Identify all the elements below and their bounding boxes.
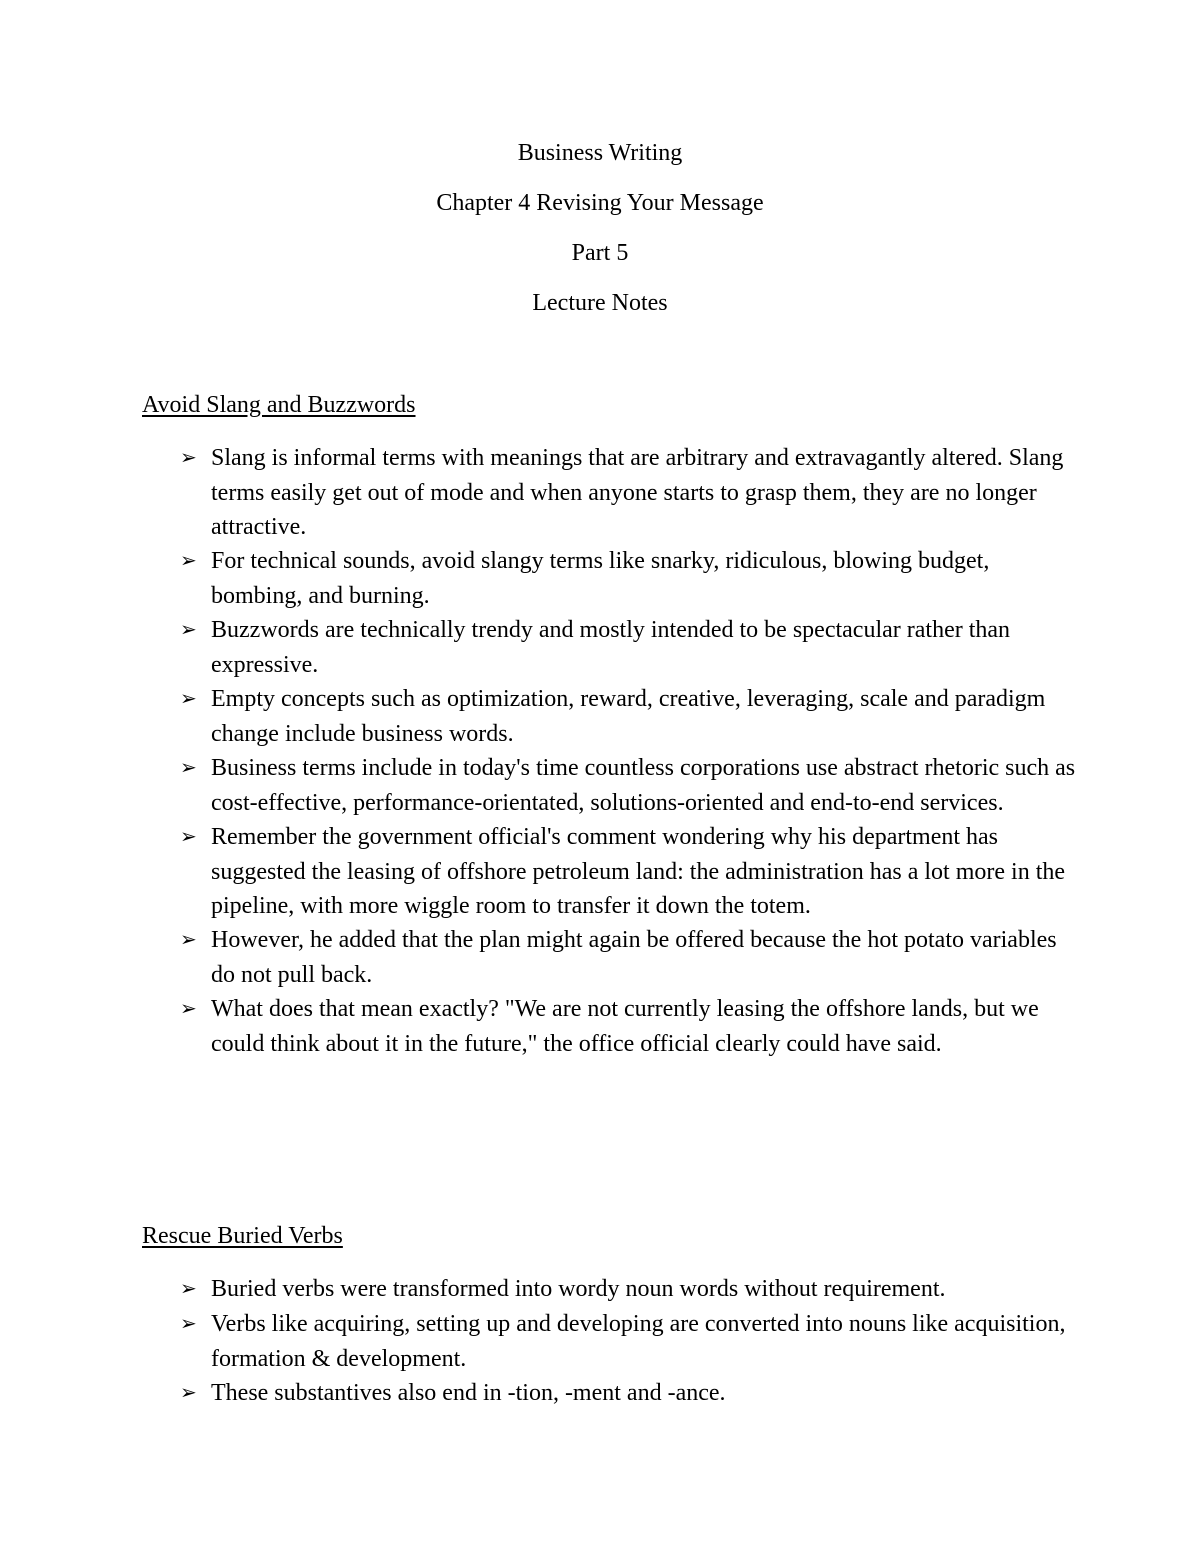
arrowhead-bullet-icon: ➢ [180, 550, 197, 572]
arrowhead-bullet-icon: ➢ [180, 929, 197, 951]
list-item [142, 1307, 1082, 1376]
list-item [142, 992, 1082, 1061]
bullet-list [142, 1272, 1082, 1411]
bullet-text: Verbs like acquiring, setting up and developing are converted into nouns like acquisition, formation & development. [211, 1311, 1066, 1372]
list-item [142, 923, 1082, 992]
arrowhead-bullet-icon: ➢ [180, 826, 197, 848]
bullet-text: What does that mean exactly? "We are not currently leasing the offshore lands, but we could think about it in the future," the office official clearly could have said. [211, 996, 1039, 1057]
notes-label: Lecture Notes [532, 290, 668, 316]
title-block [0, 141, 1200, 341]
bullet-text: For technical sounds, avoid slangy terms like snarky, ridiculous, blowing budget, bombing, and burning. [211, 548, 990, 609]
bullet-text: Buzzwords are technically trendy and mostly intended to be spectacular rather than expressive. [211, 617, 1011, 678]
document-title: Business Writing [517, 140, 683, 166]
list-item [142, 1272, 1082, 1307]
list-item [142, 544, 1082, 613]
section-avoid-slang [142, 393, 1082, 1061]
chapter-title: Chapter 4 Revising Your Message [436, 190, 764, 216]
bullet-list [142, 441, 1082, 1061]
bullet-text: Buried verbs were transformed into wordy noun words without requirement. [211, 1276, 946, 1302]
arrowhead-bullet-icon: ➢ [180, 998, 197, 1020]
arrowhead-bullet-icon: ➢ [180, 1382, 197, 1404]
bullet-text: Empty concepts such as optimization, reward, creative, leveraging, scale and paradigm change include business words. [211, 686, 1046, 747]
arrowhead-bullet-icon: ➢ [180, 1313, 197, 1335]
bullet-text: Slang is informal terms with meanings that are arbitrary and extravagantly altered. Slang terms easily get out of mode and when anyone starts to grasp them, they are no longer attractive. [211, 445, 1064, 540]
arrowhead-bullet-icon: ➢ [180, 447, 197, 469]
bullet-text: Remember the government official's comment wondering why his department has suggested the leasing of offshore petroleum land: the administration has a lot more in the pipeline, with more wiggle room to transfer it down the totem. [211, 824, 1066, 919]
arrowhead-bullet-icon: ➢ [180, 757, 197, 779]
arrowhead-bullet-icon: ➢ [180, 688, 197, 710]
bullet-text: However, he added that the plan might again be offered because the hot potato variables do not pull back. [211, 927, 1057, 988]
bullet-text: Business terms include in today's time countless corporations use abstract rhetoric such as cost-effective, performance-orientated, solutions-oriented and end-to-end services. [211, 755, 1076, 816]
bullet-text: These substantives also end in -tion, -ment and -ance. [211, 1380, 726, 1406]
arrowhead-bullet-icon: ➢ [180, 619, 197, 641]
list-item [142, 1376, 1082, 1411]
list-item [142, 820, 1082, 923]
section-heading: Rescue Buried Verbs [142, 1223, 343, 1249]
list-item [142, 751, 1082, 820]
arrowhead-bullet-icon: ➢ [180, 1278, 197, 1300]
list-item [142, 441, 1082, 544]
section-rescue-buried-verbs [142, 1224, 1082, 1411]
list-item [142, 682, 1082, 751]
section-heading: Avoid Slang and Buzzwords [142, 392, 416, 418]
list-item [142, 613, 1082, 682]
part-label: Part 5 [571, 240, 629, 266]
